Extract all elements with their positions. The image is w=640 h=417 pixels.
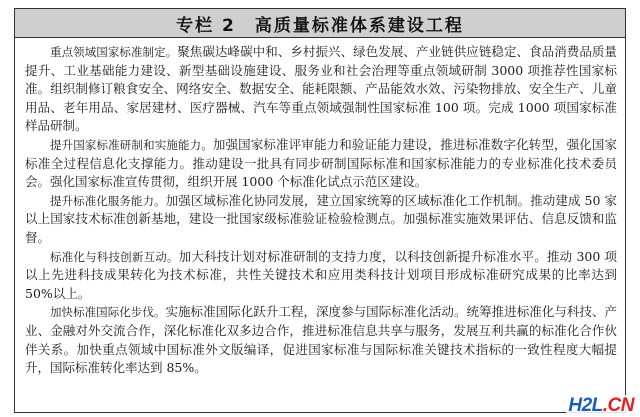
site-watermark [566, 395, 636, 417]
paragraph-text: 加大科技计划对标准研制的支持力度，以科技创新提升标准水平。推动 300 项以上先进科技成果转化为技术标准，共性关键技术和应用类科技计划项目形成标准研究成果的比率达到 50%以上。 [25, 248, 617, 301]
paragraph-service [25, 192, 617, 248]
paragraph-text: 加强区域标准化协同发展，建立国家统筹的区域标准化工作机制。推动建成 50 家以上国家技术标准创新基地，建设一批国家级标准验证检验检测点。加强标准实施效果评估、信息反馈和监督。 [25, 192, 618, 245]
paragraph-standards-formulation [25, 43, 617, 136]
paragraph-heading: 标准化与科技创新互动。 [50, 249, 179, 264]
paragraph-innovation [25, 248, 617, 304]
watermark-part1: H2L [568, 395, 603, 416]
paragraph-heading: 提升国家标准研制和实施能力。 [50, 137, 213, 152]
paragraph-text: 实施标准国际化跃升工程，深度参与国际标准化活动。统筹推进标准化与科技、产业、金融对外交流合作，深化标准化双多边合作，推进标准信息共享与服务，发展互利共赢的标准化合作伙伴关系。加快重点领域中国标准外文版编译，促进国家标准与国际标准关键技术指标的一致性程度大幅提升，国际标准转化率达到 85%。 [25, 304, 617, 376]
column-content [25, 43, 617, 378]
paragraph-capability [25, 136, 617, 192]
title-bar [15, 9, 625, 38]
watermark-part2: .CN [602, 395, 634, 416]
paragraph-text: 加强国家标准评审能力和验证能力建设，推进标准数字化转型，强化国家标准全过程信息化支撑能力。推动建设一批具有同步研制国际标准和国家标准能力的专业标准化技术委员会。强化国家标准宣传贯彻，组织开展 1000 个标准化试点示范区建设。 [25, 136, 617, 190]
paragraph-heading: 提升标准化服务能力。 [50, 193, 166, 208]
paragraph-heading: 加快标准国际化步伐。 [50, 305, 166, 320]
paragraph-heading: 重点领域国家标准制定。 [50, 45, 178, 59]
paragraph-internationalization [25, 303, 617, 377]
column-title: 专栏 2 高质量标准体系建设工程 [176, 15, 464, 36]
column-box [14, 8, 626, 413]
paragraph-text: 聚焦碳达峰碳中和、乡村振兴、绿色发展、产业链供应链稳定、食品消费品质量提升、工业基础能力建设、新型基础设施建设、服务业和社会治理等重点领域研制 3000 项推荐性国家标准。组织制修订粮食安全、网络安全、数据安全、能耗限额、产品能效水效、污染物排放、安全生产、儿童用品、老年用品、家居建材、医疗器械、汽车等重点领域强制性国家标准 100 项。完成 1000 项国家标准样品研制。 [25, 44, 617, 134]
